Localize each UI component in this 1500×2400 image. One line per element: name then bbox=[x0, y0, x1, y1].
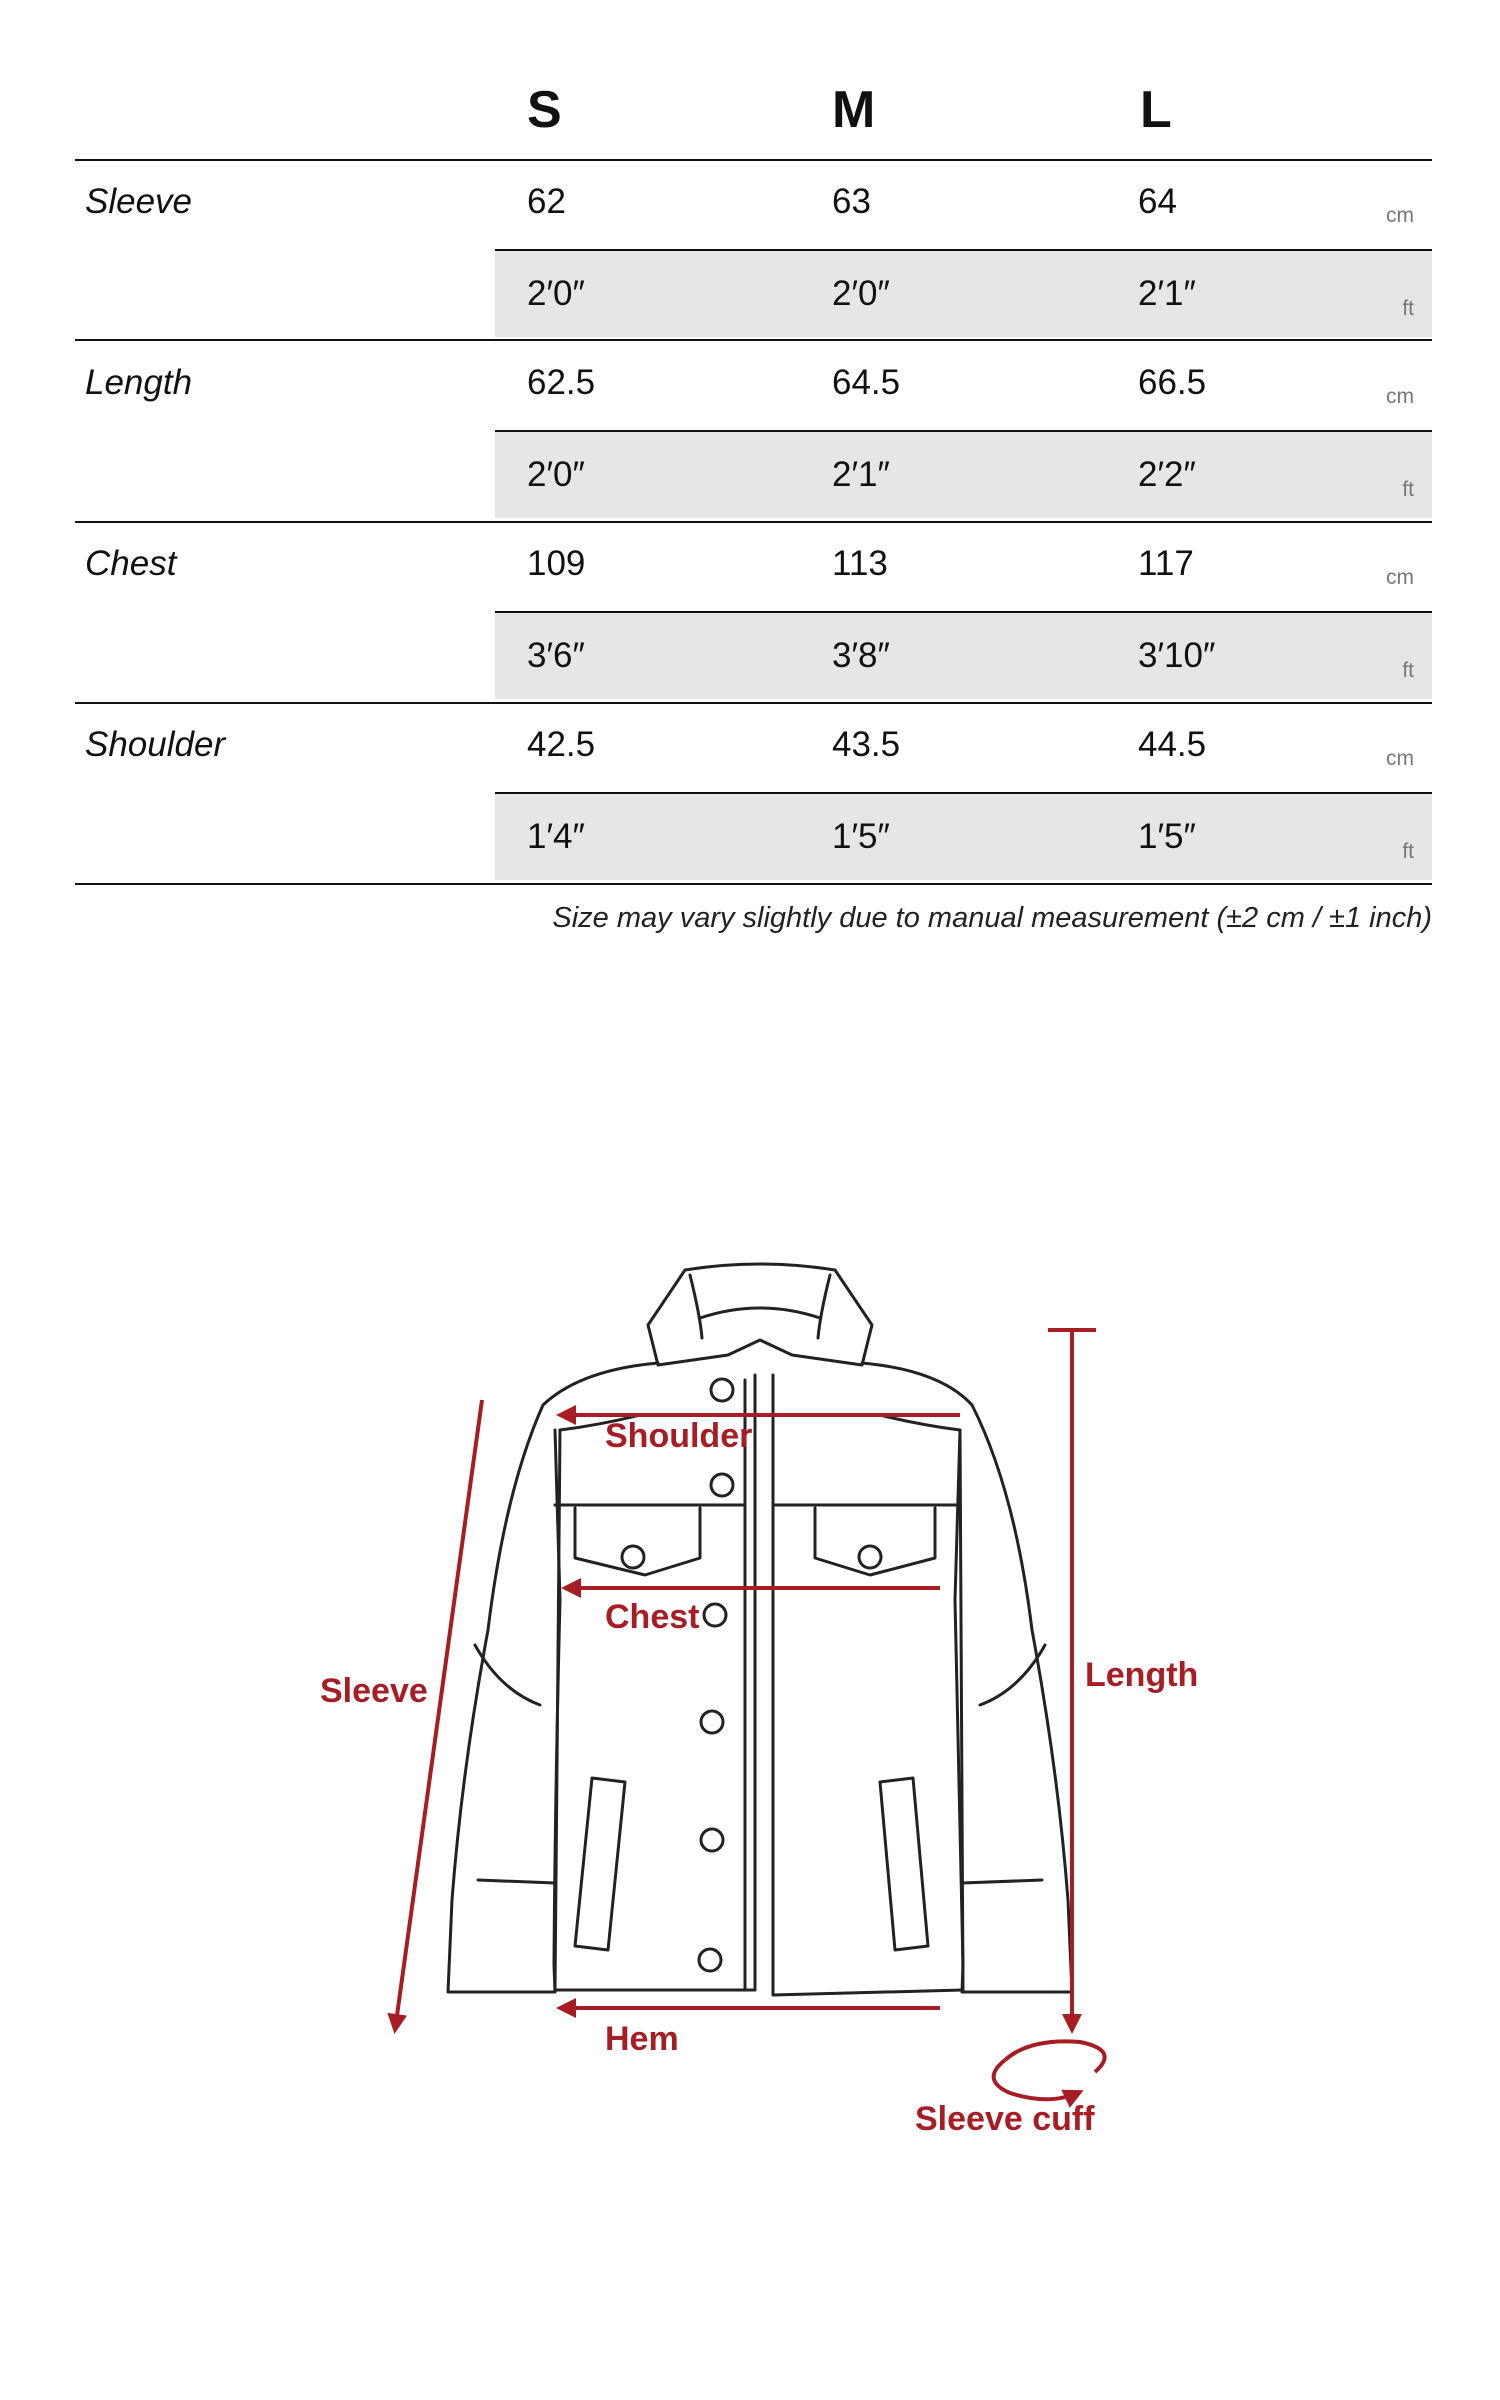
unit-cm: cm bbox=[1386, 204, 1414, 227]
left-welt-pocket bbox=[575, 1778, 625, 1950]
jacket-body bbox=[555, 1375, 755, 1990]
size-table bbox=[75, 0, 1432, 934]
cell-shoulder-ft-l: 1′5″ bbox=[1138, 817, 1196, 856]
label-shoulder: Shoulder bbox=[605, 1417, 753, 1455]
cell-sleeve-cm-s: 62 bbox=[527, 182, 566, 221]
row-divider bbox=[75, 702, 1432, 704]
button bbox=[859, 1546, 881, 1568]
left-chest-pocket bbox=[575, 1508, 700, 1575]
row-divider bbox=[75, 521, 1432, 523]
jacket-illustration bbox=[448, 1264, 1072, 1995]
cell-sleeve-cm-l: 64 bbox=[1138, 182, 1177, 221]
cell-chest-cm-l: 117 bbox=[1138, 544, 1194, 583]
unit-ft: ft bbox=[1402, 297, 1414, 320]
label-sleeve: Sleeve bbox=[320, 1672, 428, 1710]
right-welt-pocket bbox=[880, 1778, 928, 1950]
cell-length-cm-s: 62.5 bbox=[527, 363, 596, 402]
size-header-s: S bbox=[527, 81, 562, 139]
cell-shoulder-ft-s: 1′4″ bbox=[527, 817, 585, 856]
cell-length-cm-m: 64.5 bbox=[832, 363, 901, 402]
cell-sleeve-ft-l: 2′1″ bbox=[1138, 274, 1196, 313]
cell-chest-cm-s: 109 bbox=[527, 544, 586, 583]
cell-sleeve-cm-m: 63 bbox=[832, 182, 871, 221]
measurement-note: Size may vary slightly due to manual measurement (±2 cm / ±1 inch) bbox=[552, 902, 1432, 934]
size-header-l: L bbox=[1140, 81, 1172, 139]
right-chest-pocket bbox=[815, 1508, 935, 1575]
cell-length-ft-m: 2′1″ bbox=[832, 455, 890, 494]
cell-sleeve-ft-s: 2′0″ bbox=[527, 274, 585, 313]
button bbox=[699, 1949, 721, 1971]
jacket-diagram bbox=[0, 1200, 1500, 2200]
cell-shoulder-cm-l: 44.5 bbox=[1138, 725, 1207, 764]
cell-chest-ft-l: 3′10″ bbox=[1138, 636, 1216, 675]
collar bbox=[648, 1264, 872, 1365]
row-label-length: Length bbox=[85, 363, 193, 402]
ft-row-length bbox=[495, 430, 1432, 518]
button bbox=[622, 1546, 644, 1568]
cell-sleeve-ft-m: 2′0″ bbox=[832, 274, 890, 313]
cell-shoulder-cm-s: 42.5 bbox=[527, 725, 596, 764]
label-sleeve-cuff: Sleeve cuff bbox=[915, 2100, 1095, 2138]
cell-shoulder-cm-m: 43.5 bbox=[832, 725, 901, 764]
unit-cm: cm bbox=[1386, 566, 1414, 589]
unit-cm: cm bbox=[1386, 747, 1414, 770]
button bbox=[711, 1379, 733, 1401]
cell-length-ft-l: 2′2″ bbox=[1138, 455, 1196, 494]
ft-row-sleeve bbox=[495, 249, 1432, 337]
cell-length-ft-s: 2′0″ bbox=[527, 455, 585, 494]
sleeve-cuff-arrow bbox=[994, 2060, 1080, 2099]
ft-row-shoulder bbox=[495, 792, 1432, 880]
unit-ft: ft bbox=[1402, 840, 1414, 863]
row-label-shoulder: Shoulder bbox=[85, 725, 226, 764]
unit-ft: ft bbox=[1402, 478, 1414, 501]
cell-shoulder-ft-m: 1′5″ bbox=[832, 817, 890, 856]
label-hem: Hem bbox=[605, 2020, 679, 2058]
row-label-chest: Chest bbox=[85, 544, 177, 583]
table-bottom-rule bbox=[75, 883, 1432, 885]
right-sleeve bbox=[862, 1363, 1072, 1992]
sleeve-arrow bbox=[395, 1400, 482, 2030]
size-header-m: M bbox=[832, 81, 876, 139]
cell-chest-ft-s: 3′6″ bbox=[527, 636, 585, 675]
unit-ft: ft bbox=[1402, 659, 1414, 682]
button bbox=[701, 1829, 723, 1851]
ft-row-chest bbox=[495, 611, 1432, 699]
row-divider bbox=[75, 339, 1432, 341]
row-divider bbox=[75, 159, 1432, 161]
label-length: Length bbox=[1085, 1656, 1199, 1694]
button bbox=[711, 1474, 733, 1496]
left-sleeve bbox=[448, 1363, 658, 1992]
button bbox=[704, 1604, 726, 1626]
button bbox=[701, 1711, 723, 1733]
measurement-diagram bbox=[0, 1200, 1500, 2200]
cell-chest-ft-m: 3′8″ bbox=[832, 636, 890, 675]
cell-length-cm-l: 66.5 bbox=[1138, 363, 1207, 402]
unit-cm: cm bbox=[1386, 385, 1414, 408]
row-label-sleeve: Sleeve bbox=[85, 182, 193, 221]
cell-chest-cm-m: 113 bbox=[832, 544, 888, 583]
label-chest: Chest bbox=[605, 1598, 700, 1636]
